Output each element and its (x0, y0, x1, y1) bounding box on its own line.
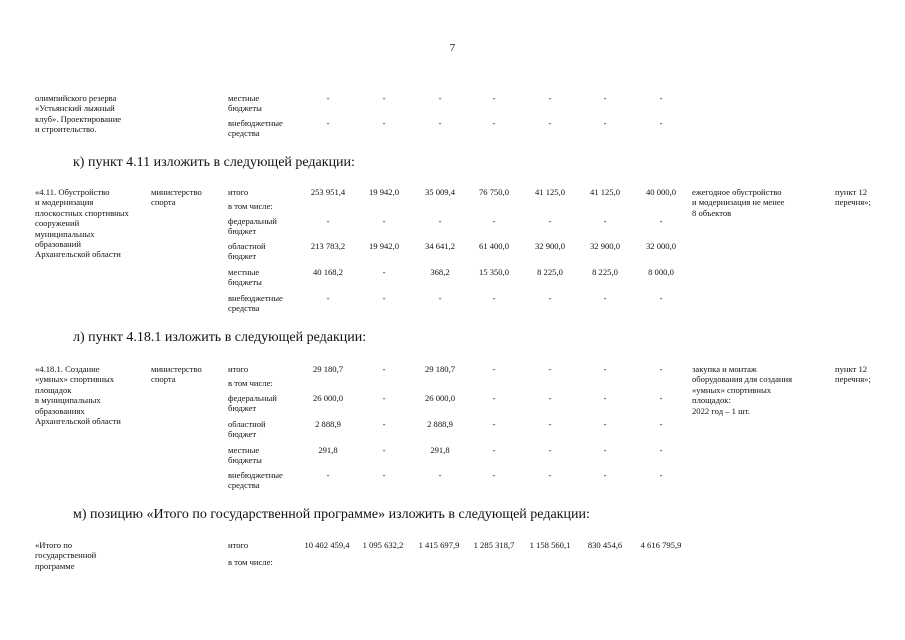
funding-value: - (326, 470, 330, 480)
funding-value: - (548, 118, 552, 128)
funding-value: - (548, 216, 552, 226)
funding-value: 26 000,0 (424, 393, 456, 403)
funding-source-label: итого (228, 364, 249, 374)
funding-value: 368,2 (430, 267, 450, 277)
funding-value: 213 783,2 (310, 241, 346, 251)
funding-value: - (603, 216, 607, 226)
funding-value: 40 168,2 (312, 267, 344, 277)
funding-value: - (659, 216, 663, 226)
funding-source-label: в том числе: (228, 201, 273, 211)
funding-value: 15 350,0 (478, 267, 510, 277)
funding-value: - (492, 364, 496, 374)
measure-description: «4.18.1. Создание «умных» спортивных площадок в муниципальных образованиях Архангельской области (35, 364, 121, 427)
expected-result: ежегодное обустройство и модернизация не менее 8 объектов (692, 187, 785, 218)
funding-source-label: внебюджетные средства (228, 470, 283, 491)
funding-value: - (492, 470, 496, 480)
executor: министерство спорта (151, 364, 202, 385)
funding-value: 32 900,0 (589, 241, 621, 251)
funding-value: 19 942,0 (368, 241, 400, 251)
funding-value: 34 641,2 (424, 241, 456, 251)
measure-description: «4.11. Обустройство и модернизация плоскостных спортивных сооружений муниципальных образований Архангельской области (35, 187, 129, 260)
funding-source-label: местные бюджеты (228, 267, 262, 288)
funding-value: - (603, 364, 607, 374)
funding-value: - (382, 118, 386, 128)
funding-value: - (659, 419, 663, 429)
funding-source-label: итого (228, 540, 249, 550)
funding-source-label: итого (228, 187, 249, 197)
funding-value: - (326, 118, 330, 128)
funding-value: - (603, 93, 607, 103)
funding-value: 2 888,9 (315, 419, 341, 429)
funding-value: - (659, 445, 663, 455)
funding-source-label: в том числе: (228, 557, 273, 567)
funding-value: - (548, 445, 552, 455)
funding-value: - (492, 293, 496, 303)
funding-value: - (659, 364, 663, 374)
measure-description: олимпийского резерва «Устьянский лыжный клуб». Проектирование и строительство. (35, 93, 122, 135)
funding-value: - (382, 445, 386, 455)
funding-value: - (382, 364, 386, 374)
funding-value: - (548, 293, 552, 303)
funding-value: 76 750,0 (478, 187, 510, 197)
funding-value: - (603, 293, 607, 303)
funding-value: - (326, 93, 330, 103)
reference-link: пункт 12 перечня»; (835, 187, 871, 208)
funding-source-label: областной бюджет (228, 241, 266, 262)
funding-value: - (659, 393, 663, 403)
funding-value: - (492, 118, 496, 128)
funding-value: - (382, 293, 386, 303)
funding-value: 29 180,7 (424, 364, 456, 374)
expected-result: закупка и монтаж оборудования для создания «умных» спортивных площадок: 2022 год – 1 шт. (692, 364, 793, 416)
funding-value: - (548, 470, 552, 480)
funding-value: 35 009,4 (424, 187, 456, 197)
funding-value: - (548, 393, 552, 403)
section-heading-k: к) пункт 4.11 изложить в следующей редакции: (73, 155, 355, 170)
page-number: 7 (449, 42, 456, 54)
funding-value: 291,8 (430, 445, 450, 455)
funding-value: 253 951,4 (310, 187, 346, 197)
funding-value: 29 180,7 (312, 364, 344, 374)
funding-value: 1 415 697,9 (418, 540, 460, 550)
funding-value: - (326, 293, 330, 303)
funding-source-label: федеральный бюджет (228, 393, 277, 414)
funding-value: 4 616 795,9 (640, 540, 682, 550)
funding-value: - (492, 93, 496, 103)
funding-value: - (382, 267, 386, 277)
funding-value: 19 942,0 (368, 187, 400, 197)
funding-source-label: местные бюджеты (228, 445, 262, 466)
funding-source-label: внебюджетные средства (228, 118, 283, 139)
funding-value: 1 158 560,1 (529, 540, 571, 550)
funding-value: 1 095 632,2 (362, 540, 404, 550)
funding-value: - (659, 470, 663, 480)
funding-value: 8 000,0 (648, 267, 674, 277)
funding-value: - (659, 293, 663, 303)
funding-source-label: в том числе: (228, 378, 273, 388)
funding-value: - (548, 364, 552, 374)
funding-value: - (603, 393, 607, 403)
funding-source-label: внебюджетные средства (228, 293, 283, 314)
funding-value: 40 000,0 (645, 187, 677, 197)
funding-value: 26 000,0 (312, 393, 344, 403)
funding-value: - (603, 118, 607, 128)
funding-source-label: областной бюджет (228, 419, 266, 440)
funding-source-label: федеральный бюджет (228, 216, 277, 237)
funding-value: - (438, 470, 442, 480)
funding-value: 32 000,0 (645, 241, 677, 251)
funding-value: - (603, 419, 607, 429)
funding-value: - (603, 445, 607, 455)
funding-value: 61 400,0 (478, 241, 510, 251)
funding-value: - (492, 393, 496, 403)
funding-source-label: местные бюджеты (228, 93, 262, 114)
funding-value: 8 225,0 (592, 267, 618, 277)
funding-value: - (382, 393, 386, 403)
funding-value: 41 125,0 (534, 187, 566, 197)
funding-value: 8 225,0 (537, 267, 563, 277)
funding-value: - (326, 216, 330, 226)
funding-value: - (438, 216, 442, 226)
funding-value: - (382, 93, 386, 103)
funding-value: 291,8 (318, 445, 338, 455)
funding-value: - (382, 470, 386, 480)
reference-link: пункт 12 перечня»; (835, 364, 871, 385)
funding-value: - (659, 93, 663, 103)
funding-value: - (603, 470, 607, 480)
funding-value: - (492, 445, 496, 455)
funding-value: 2 888,9 (427, 419, 453, 429)
funding-value: 32 900,0 (534, 241, 566, 251)
funding-value: - (492, 419, 496, 429)
funding-value: - (438, 118, 442, 128)
funding-value: 1 285 318,7 (473, 540, 515, 550)
funding-value: - (382, 216, 386, 226)
funding-value: - (548, 419, 552, 429)
section-heading-m: м) позицию «Итого по государственной программе» изложить в следующей редакции: (73, 507, 590, 522)
funding-value: 830 454,6 (587, 540, 623, 550)
funding-value: 41 125,0 (589, 187, 621, 197)
funding-value: - (659, 118, 663, 128)
measure-description: «Итого по государственной программе (35, 540, 97, 571)
funding-value: - (492, 216, 496, 226)
funding-value: - (382, 419, 386, 429)
section-heading-l: л) пункт 4.18.1 изложить в следующей редакции: (73, 330, 367, 345)
funding-value: - (438, 293, 442, 303)
funding-value: - (548, 93, 552, 103)
executor: министерство спорта (151, 187, 202, 208)
funding-value: 10 402 459,4 (304, 540, 350, 550)
funding-value: - (438, 93, 442, 103)
